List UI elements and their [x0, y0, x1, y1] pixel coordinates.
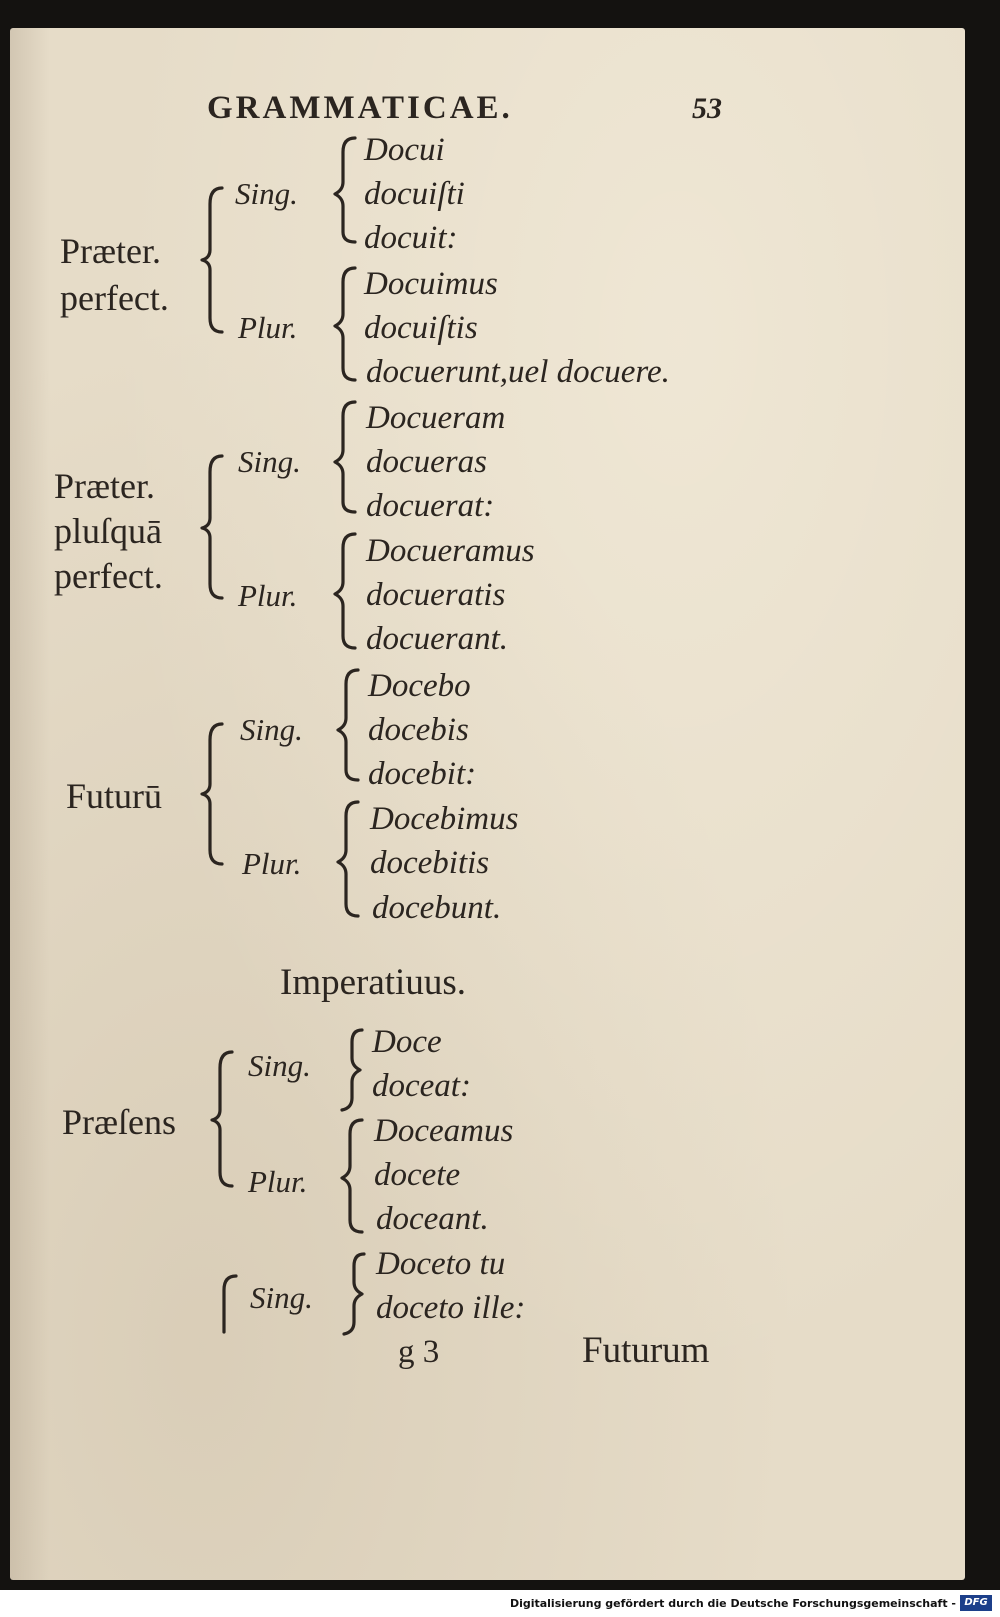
number-label: Sing.	[235, 176, 298, 211]
footer-credit: Digitalisierung gefördert durch die Deutsche Forschungsgemeinschaft -	[509, 1597, 956, 1610]
verb-form: docebit:	[368, 756, 477, 792]
verb-form: Doce	[372, 1024, 442, 1060]
tense-label: Præter.	[54, 466, 156, 506]
verb-form: Doceamus	[374, 1113, 514, 1149]
imperative-plur-brace	[342, 1120, 362, 1232]
verb-form: docuerat:	[366, 488, 495, 524]
verb-form: Docebo	[368, 668, 471, 704]
imperative-sing-brace	[342, 1030, 362, 1110]
tense2-sing-brace	[335, 402, 355, 512]
verb-form: docuiſtis	[364, 310, 478, 346]
tense3-plur-brace	[338, 802, 358, 916]
verb-form: docuerant.	[366, 621, 509, 657]
verb-form: Docebimus	[370, 801, 519, 837]
verb-form: docuit:	[364, 220, 458, 256]
signature-mark: g 3	[398, 1334, 440, 1370]
number-label: Sing.	[240, 712, 303, 747]
number-label: Sing.	[250, 1280, 313, 1315]
dfg-logo: DFG	[960, 1595, 992, 1611]
page-number: 53	[692, 92, 722, 125]
tense-label: perfect.	[54, 556, 163, 596]
future-imperative-sing-brace	[344, 1254, 364, 1334]
tense2-plur-brace	[335, 534, 355, 648]
verb-form: docuerunt,uel docuere.	[366, 354, 670, 390]
running-title: GRAMMATICAE.	[207, 90, 513, 126]
verb-form: doceat:	[372, 1068, 471, 1104]
number-label: Plur.	[238, 578, 298, 613]
tense1-plur-brace	[335, 268, 355, 380]
tense1-outer-brace	[202, 188, 222, 332]
number-label: Plur.	[242, 846, 302, 881]
verb-form: Docui	[364, 132, 445, 168]
number-label: Plur.	[238, 310, 298, 345]
verb-form: Doceto tu	[376, 1246, 506, 1282]
imperative-outer-brace	[212, 1052, 232, 1186]
digitization-footer	[0, 1590, 1000, 1617]
verb-form: doceant.	[376, 1201, 489, 1237]
verb-form: Docuimus	[364, 266, 498, 302]
section-heading: Imperatiuus.	[280, 962, 466, 1003]
verb-form: docueratis	[366, 577, 506, 613]
tense3-outer-brace	[202, 724, 222, 864]
tense-label: perfect.	[60, 278, 169, 318]
tense1-sing-brace	[335, 138, 355, 242]
number-label: Sing.	[248, 1048, 311, 1083]
tense3-sing-brace	[338, 670, 358, 780]
verb-form: docebitis	[370, 845, 490, 881]
tense-label: Præſens	[62, 1102, 177, 1142]
page-content	[10, 28, 965, 1580]
verb-form: Docueram	[366, 400, 506, 436]
verb-form: doceto ille:	[376, 1290, 526, 1326]
verb-form: docuiſti	[364, 176, 465, 212]
tense-label: Futurū	[66, 776, 163, 816]
tense-label: Præter.	[60, 231, 162, 271]
verb-form: Docueramus	[366, 533, 535, 569]
verb-form: docete	[374, 1157, 461, 1193]
verb-form: docebis	[368, 712, 469, 748]
verb-form: docueras	[366, 444, 487, 480]
tense-label: pluſquā	[54, 511, 162, 551]
number-label: Sing.	[238, 444, 301, 479]
catchword: Futurum	[582, 1330, 710, 1371]
number-label: Plur.	[248, 1164, 308, 1199]
future-imperative-outer-brace	[224, 1276, 236, 1332]
verb-form: docebunt.	[372, 890, 502, 926]
tense2-outer-brace	[202, 456, 222, 598]
